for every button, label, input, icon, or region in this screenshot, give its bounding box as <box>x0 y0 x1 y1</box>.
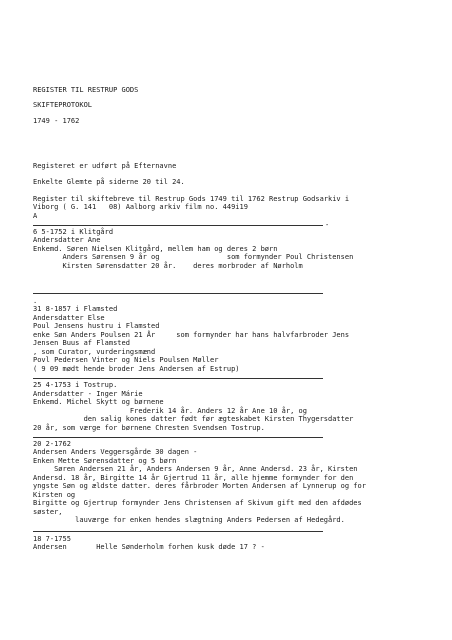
register-letter-heading: A <box>33 212 38 220</box>
entry-line: Kirsten Sørensdatter 20 år. deres morbroder af Nørholm <box>33 262 303 270</box>
entry-line: yngste Søn og ældste datter. deres fårbroder Morten Andersen af Lynnerup og for <box>33 482 366 490</box>
entry-line: , som Curator, vurderingsmænd <box>33 348 156 356</box>
entry-line: Jensen Buus af Flamsted <box>33 339 130 347</box>
entry-line: enke Søn Anders Poulsen 21 År som formynder har hans halvfarbroder Jens <box>33 331 350 339</box>
entry-line: søster, <box>33 508 63 516</box>
entry-date-place: 25 4-1753 i Tostrup. <box>33 381 118 389</box>
entry-line: Andersdatter Ane <box>33 236 101 244</box>
entry-line: Povl Pedersen Vinter og Niels Poulsen Møller <box>33 356 219 364</box>
entry-line: Andersen Helle Sønderholm forhen kusk døde 17 ? - <box>33 543 265 551</box>
section-divider <box>33 293 323 294</box>
register-source-line: Viborg ( G. 141 08) Aalborg arkiv film no. 449i19 <box>33 203 248 211</box>
entry-line: Enkemd. Søren Nielsen Klitgård, mellem ham og deres 2 børn <box>33 245 278 253</box>
entry-line: lauværge for enken hendes slægtning Anders Pedersen af Hedegård. <box>33 516 345 524</box>
entry-line: ( 9 09 mødt hende broder Jens Andersen af Estrup) <box>33 365 240 373</box>
section-divider <box>33 225 323 226</box>
entry-line: Frederik 14 år. Anders 12 år Ane 10 år, og <box>33 407 307 415</box>
year-range: 1749 - 1762 <box>33 117 80 125</box>
entry-line: Anders Sørensen 9 år og som formynder Poul Christensen <box>33 253 354 261</box>
intro-line-surnames: Registeret er udført på Efternavne <box>33 162 177 170</box>
protocol-subtitle: SKIFTEPROTOKOL <box>33 101 93 109</box>
entry-line: Birgitte og Gjertrup formynder Jens Christensen af Skivum gift med den afdødes <box>33 499 362 507</box>
entry-line: Andersdatter Else <box>33 314 105 322</box>
entry-line: Enken Mette Sørensdatter og 5 børn <box>33 457 177 465</box>
register-title: REGISTER TIL RESTRUP GODS <box>33 86 139 94</box>
rule-end-mark: - <box>325 221 330 229</box>
entry-line: Kirsten og <box>33 491 76 499</box>
section-divider <box>33 531 323 532</box>
entry-date-place: 20 2-1762 <box>33 440 71 448</box>
entry-line: Andersen Anders Veggersgårde 30 dagen - <box>33 448 198 456</box>
intro-line-forgotten: Enkelte Glemte på siderne 20 til 24. <box>33 178 185 186</box>
entry-line: Enkemd. Michel Skytt og børnene <box>33 398 164 406</box>
entry-date-place: 31 8-1857 i Flamsted <box>33 305 118 313</box>
register-source-line: Register til skiftebreve til Restrup Gods 1749 til 1762 Restrup Godsarkiv i <box>33 195 350 203</box>
entry-line: . <box>33 297 38 305</box>
entry-line: 20 år, som værge for børnene Chresten Svendsen Tostrup. <box>33 424 265 432</box>
section-divider <box>33 378 323 379</box>
entry-line: Søren Andersen 21 år, Anders Andersen 9 år, Anne Andersd. 23 år, Kirsten <box>33 465 358 473</box>
entry-line: Andersd. 18 år, Birgitte 14 år Gjertrud 11 år, alle hjemme formynder for den <box>33 474 354 482</box>
entry-line: Poul Jensens hustru i Flamsted <box>33 322 160 330</box>
entry-line: den salig kones datter født før ægteskabet Kirsten Thygersdatter <box>33 415 354 423</box>
entry-date-place: 18 7-1755 <box>33 535 71 543</box>
entry-line: Andersdatter - Inger Márie <box>33 390 143 398</box>
section-divider <box>33 437 323 438</box>
entry-date-place: 6 5-1752 i Klitgård <box>33 228 114 236</box>
